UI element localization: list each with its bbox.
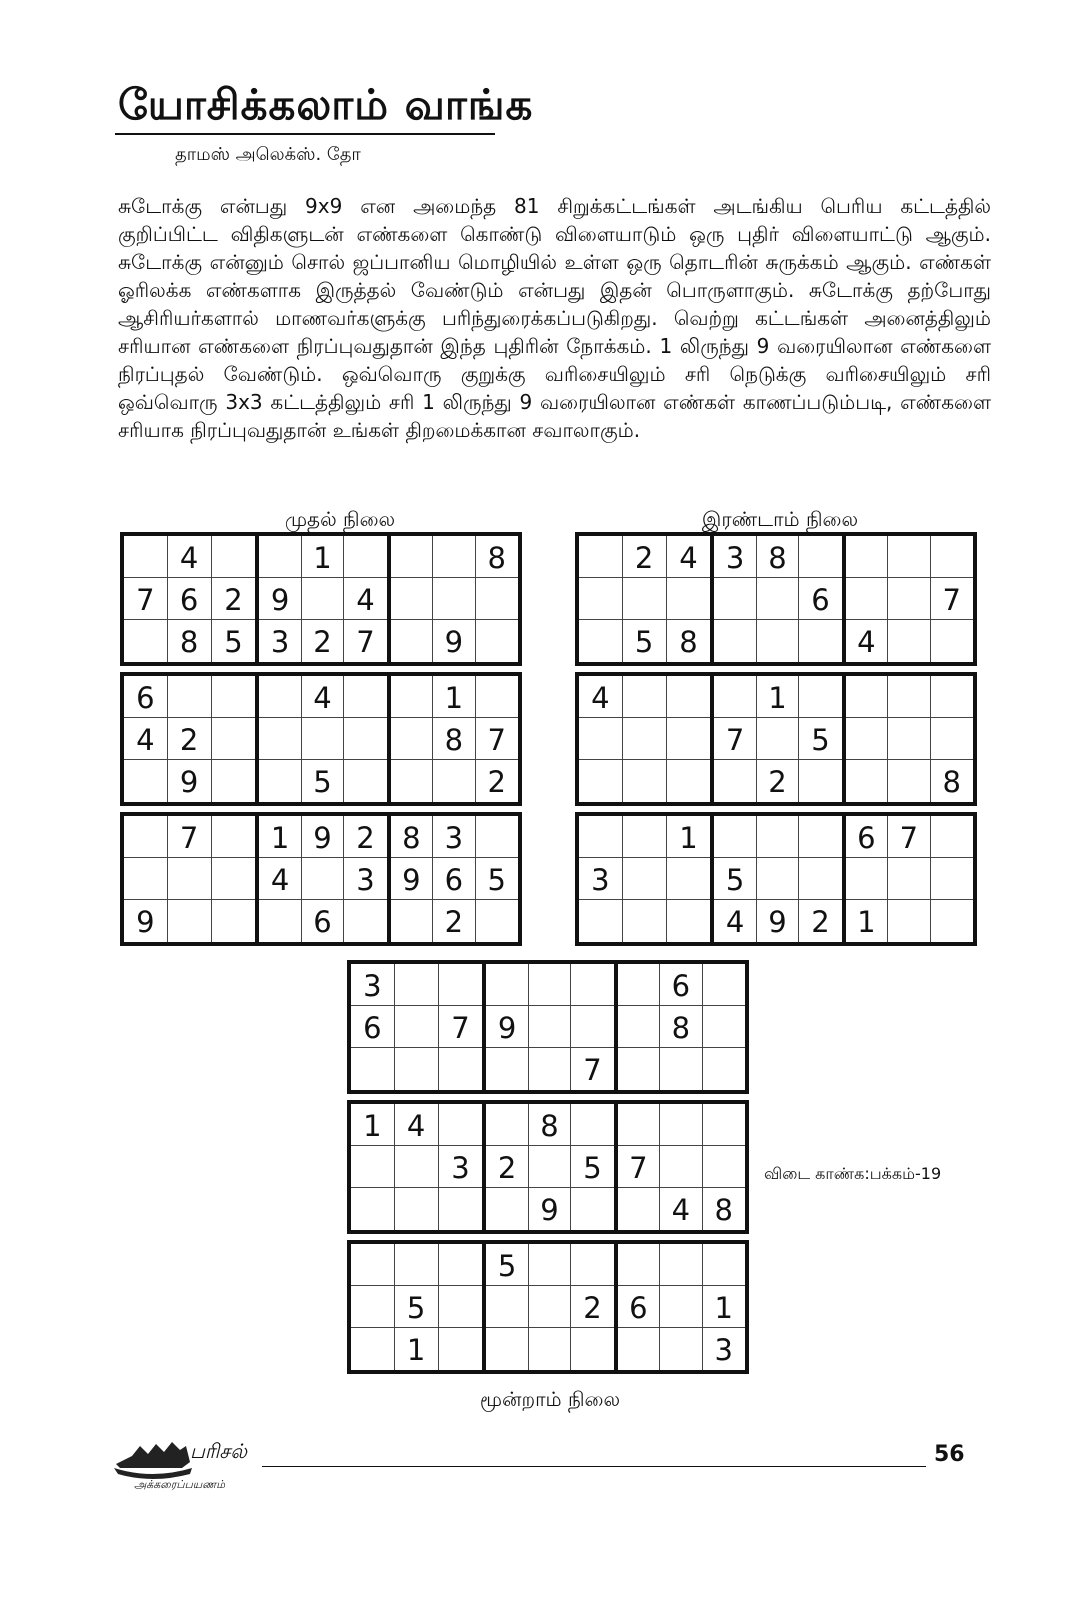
sudoku-cell[interactable]: 3 <box>714 536 756 578</box>
sudoku-cell[interactable] <box>579 620 623 662</box>
sudoku-cell[interactable]: 3 <box>344 858 386 900</box>
sudoku-cell[interactable] <box>529 1006 571 1048</box>
sudoku-cell[interactable] <box>667 718 711 760</box>
sudoku-cell[interactable] <box>757 816 799 858</box>
grid-band <box>347 1100 749 1234</box>
sudoku-cell[interactable]: 9 <box>529 1188 571 1230</box>
sudoku-cell[interactable] <box>124 760 168 802</box>
sudoku-cell[interactable] <box>888 858 930 900</box>
sudoku-cell[interactable]: 7 <box>168 816 212 858</box>
sudoku-cell[interactable] <box>351 1328 395 1370</box>
sudoku-cell[interactable]: 4 <box>660 1188 702 1230</box>
sudoku-cell[interactable] <box>476 900 518 942</box>
grid-band <box>120 672 522 806</box>
sudoku-cell[interactable] <box>351 1048 395 1090</box>
sudoku-cell[interactable] <box>395 1244 439 1286</box>
sudoku-cell[interactable]: 1 <box>302 536 344 578</box>
sudoku-cell[interactable] <box>344 536 386 578</box>
sudoku-grid-3 <box>347 960 749 1374</box>
sudoku-cell[interactable] <box>391 718 433 760</box>
sudoku-cell[interactable] <box>618 1048 660 1090</box>
sudoku-cell[interactable]: 8 <box>679 625 698 659</box>
grid-box <box>387 816 518 942</box>
puzzle-3-caption: மூன்றாம் நிலை <box>479 1387 621 1411</box>
sudoku-cell[interactable] <box>799 858 841 900</box>
sudoku-grid-1 <box>120 532 522 946</box>
puzzle-1-caption: முதல் நிலை <box>284 507 396 531</box>
sudoku-cell[interactable] <box>623 676 667 718</box>
sudoku-cell[interactable] <box>799 536 841 578</box>
sudoku-cell[interactable] <box>212 858 256 900</box>
sudoku-cell[interactable]: 2 <box>623 536 667 578</box>
page-title: யோசிக்கலாம் வாங்க <box>118 80 534 129</box>
sudoku-cell[interactable] <box>799 816 841 858</box>
sudoku-cell[interactable]: 5 <box>714 858 756 900</box>
grid-box <box>255 536 386 662</box>
sudoku-cell[interactable] <box>888 760 930 802</box>
sudoku-cell[interactable]: 2 <box>811 905 830 939</box>
sudoku-cell[interactable] <box>302 718 344 760</box>
sudoku-cell[interactable] <box>714 816 756 858</box>
sudoku-cell[interactable] <box>259 676 301 718</box>
sudoku-cell[interactable]: 7 <box>931 578 973 620</box>
sudoku-cell[interactable] <box>391 676 433 718</box>
sudoku-cell[interactable] <box>714 578 756 620</box>
sudoku-cell[interactable] <box>888 536 930 578</box>
sudoku-cell[interactable] <box>799 620 841 662</box>
grid-box <box>387 536 518 662</box>
sudoku-cell[interactable]: 2 <box>344 816 386 858</box>
sudoku-cell[interactable] <box>703 1146 745 1188</box>
sudoku-cell[interactable] <box>433 760 475 802</box>
sudoku-cell[interactable]: 8 <box>476 536 518 578</box>
grid-box <box>124 676 255 802</box>
sudoku-cell[interactable] <box>124 620 168 662</box>
sudoku-cell[interactable] <box>846 760 888 802</box>
sudoku-cell[interactable] <box>476 620 518 662</box>
sudoku-cell[interactable]: 9 <box>302 816 344 858</box>
grid-band <box>120 812 522 946</box>
sudoku-cell[interactable] <box>344 676 386 718</box>
grid-box <box>124 536 255 662</box>
grid-box <box>579 676 710 802</box>
grid-box <box>351 1244 482 1370</box>
grid-band <box>120 532 522 666</box>
sudoku-cell[interactable] <box>579 536 623 578</box>
sudoku-cell[interactable]: 1 <box>259 816 301 858</box>
sudoku-cell[interactable]: 4 <box>395 1104 439 1146</box>
sudoku-cell[interactable] <box>579 718 623 760</box>
sudoku-cell[interactable] <box>212 718 256 760</box>
grid-band <box>575 532 977 666</box>
sudoku-cell[interactable] <box>391 900 433 942</box>
sudoku-cell[interactable] <box>799 760 841 802</box>
sudoku-cell[interactable]: 9 <box>486 1006 528 1048</box>
sudoku-cell[interactable] <box>579 578 623 620</box>
sudoku-cell[interactable]: 2 <box>571 1286 613 1328</box>
sudoku-cell[interactable] <box>391 760 433 802</box>
grid-box <box>387 676 518 802</box>
grid-box <box>710 816 841 942</box>
sudoku-cell[interactable] <box>439 964 483 1006</box>
sudoku-cell[interactable] <box>439 1048 483 1090</box>
sudoku-cell[interactable] <box>571 1006 613 1048</box>
sudoku-cell[interactable]: 7 <box>714 718 756 760</box>
sudoku-cell[interactable] <box>667 676 711 718</box>
sudoku-cell[interactable]: 4 <box>344 578 386 620</box>
sudoku-cell[interactable] <box>439 1286 483 1328</box>
grid-box <box>614 1244 745 1370</box>
author-name: தாமஸ் அலெக்ஸ். தோ <box>175 144 361 165</box>
grid-box <box>710 676 841 802</box>
grid-box <box>842 816 973 942</box>
sudoku-cell[interactable]: 2 <box>433 900 475 942</box>
sudoku-cell[interactable] <box>579 900 623 942</box>
sudoku-cell[interactable]: 5 <box>571 1146 613 1188</box>
sudoku-cell[interactable]: 6 <box>846 816 888 858</box>
sudoku-cell[interactable] <box>931 718 973 760</box>
sudoku-cell[interactable]: 8 <box>168 620 212 662</box>
sudoku-cell[interactable] <box>618 1328 660 1370</box>
grid-box <box>124 816 255 942</box>
sudoku-cell[interactable]: 4 <box>168 536 212 578</box>
grid-box <box>614 964 745 1090</box>
grid-box <box>842 536 973 662</box>
grid-box <box>255 676 386 802</box>
sudoku-cell[interactable]: 4 <box>259 858 301 900</box>
sudoku-cell[interactable]: 5 <box>623 620 667 662</box>
sudoku-cell[interactable] <box>529 1146 571 1188</box>
sudoku-cell[interactable] <box>660 1104 702 1146</box>
sudoku-cell[interactable]: 6 <box>168 578 212 620</box>
sudoku-cell[interactable] <box>302 858 344 900</box>
sudoku-cell[interactable] <box>259 900 301 942</box>
sudoku-cell[interactable]: 5 <box>476 858 518 900</box>
intro-paragraph: சுடோக்கு என்பது 9x9 என அமைந்த 81 சிறுக்கட்டங்கள் அடங்கிய பெரிய கட்டத்தில் குறிப்பிட்ட விதிகளுடன் எண்களை கொண்டு விளையாடும் ஒரு புதிர் விளையாட்டு ஆகும். சுடோக்கு என்னும் சொல் ஜப்பானிய மொழியில் உள்ள ஒரு தொடரின் சுருக்கம் ஆகும். எண்கள் ஓரிலக்க எண்களாக இருத்தல் வேண்டும் என்பது இதன் பொருளாகும். சுடோக்கு தற்போது ஆசிரியர்களால் மாணவர்களுக்கு பரிந்துரைக்கப்படுகிறது. வெற்று கட்டங்கள் அனைத்திலும் சரியான எண்களை நிரப்புவதுதான் இந்த புதிரின் நோக்கம். 1 லிருந்து 9 வரையிலான எண்களை நிரப்புதல் வேண்டும். ஒவ்வொரு குறுக்கு வரிசையிலும் சரி நெடுக்கு வரிசையிலும் சரி ஒவ்வொரு 3x3 கட்டத்திலும் சரி 1 லிருந்து 9 வரையிலான எண்கள் காணப்படும்படி, எண்களை சரியாக நிரப்புவதுதான் உங்கள் திறமைக்கான சவாலாகும். <box>118 194 991 442</box>
sudoku-cell[interactable]: 6 <box>302 900 344 942</box>
sudoku-cell[interactable] <box>714 676 756 718</box>
sudoku-cell[interactable]: 5 <box>395 1286 439 1328</box>
sudoku-cell[interactable] <box>395 964 439 1006</box>
sudoku-cell[interactable] <box>931 676 973 718</box>
sudoku-cell[interactable]: 4 <box>714 900 756 942</box>
sudoku-cell[interactable] <box>212 760 256 802</box>
sudoku-cell[interactable]: 7 <box>124 578 168 620</box>
sudoku-cell[interactable] <box>351 1244 395 1286</box>
sudoku-cell[interactable]: 7 <box>476 718 518 760</box>
sudoku-cell[interactable] <box>529 1048 571 1090</box>
sudoku-cell[interactable] <box>168 858 212 900</box>
sudoku-cell[interactable] <box>439 1244 483 1286</box>
sudoku-cell[interactable] <box>433 536 475 578</box>
sudoku-cell[interactable] <box>391 536 433 578</box>
sudoku-cell[interactable] <box>931 858 973 900</box>
sudoku-cell[interactable]: 2 <box>302 620 344 662</box>
sudoku-cell[interactable] <box>486 1048 528 1090</box>
title-underline <box>115 133 495 135</box>
sudoku-cell[interactable] <box>571 1104 613 1146</box>
sudoku-cell[interactable] <box>212 536 256 578</box>
sudoku-cell[interactable] <box>395 1188 439 1230</box>
sudoku-cell[interactable] <box>931 900 973 942</box>
sudoku-cell[interactable] <box>486 1188 528 1230</box>
sudoku-cell[interactable] <box>212 676 256 718</box>
grid-band <box>575 812 977 946</box>
sudoku-cell[interactable] <box>931 536 973 578</box>
sudoku-cell[interactable]: 6 <box>618 1286 660 1328</box>
sudoku-cell[interactable] <box>124 858 168 900</box>
sudoku-cell[interactable] <box>703 1006 745 1048</box>
sudoku-cell[interactable] <box>757 858 799 900</box>
sudoku-cell[interactable] <box>660 1048 702 1090</box>
sudoku-cell[interactable] <box>351 1146 395 1188</box>
sudoku-cell[interactable]: 6 <box>351 1006 395 1048</box>
grid-box <box>710 536 841 662</box>
sudoku-cell[interactable]: 9 <box>124 900 168 942</box>
sudoku-cell[interactable] <box>888 578 930 620</box>
sudoku-cell[interactable]: 9 <box>168 760 212 802</box>
grid-box <box>579 816 710 942</box>
sudoku-cell[interactable]: 3 <box>714 1333 733 1367</box>
sudoku-cell[interactable]: 3 <box>439 1146 483 1188</box>
sudoku-cell[interactable] <box>757 578 799 620</box>
sudoku-cell[interactable]: 2 <box>212 578 256 620</box>
sudoku-cell[interactable] <box>476 578 518 620</box>
sudoku-cell[interactable] <box>168 676 212 718</box>
sudoku-cell[interactable] <box>395 1146 439 1188</box>
sudoku-cell[interactable] <box>660 1328 702 1370</box>
grid-box <box>351 1104 482 1230</box>
sudoku-cell[interactable]: 2 <box>487 765 506 799</box>
sudoku-cell[interactable] <box>439 1188 483 1230</box>
sudoku-cell[interactable]: 4 <box>846 620 888 662</box>
sudoku-cell[interactable]: 1 <box>703 1286 745 1328</box>
sudoku-cell[interactable] <box>660 1286 702 1328</box>
sudoku-cell[interactable] <box>124 816 168 858</box>
sudoku-cell[interactable] <box>571 1244 613 1286</box>
sudoku-cell[interactable]: 6 <box>433 858 475 900</box>
grid-box <box>614 1104 745 1230</box>
sudoku-cell[interactable] <box>391 578 433 620</box>
sudoku-cell[interactable] <box>846 578 888 620</box>
sudoku-cell[interactable] <box>703 1048 745 1090</box>
sudoku-cell[interactable] <box>486 1286 528 1328</box>
sudoku-cell[interactable] <box>344 718 386 760</box>
sudoku-cell[interactable] <box>931 620 973 662</box>
sudoku-cell[interactable] <box>212 816 256 858</box>
sudoku-cell[interactable] <box>799 676 841 718</box>
sudoku-cell[interactable] <box>212 900 256 942</box>
sudoku-cell[interactable] <box>846 718 888 760</box>
sudoku-cell[interactable]: 8 <box>391 816 433 858</box>
sudoku-cell[interactable] <box>579 760 623 802</box>
sudoku-cell[interactable]: 9 <box>391 858 433 900</box>
sudoku-cell[interactable] <box>623 718 667 760</box>
sudoku-cell[interactable] <box>529 1328 571 1370</box>
logo-subtext: அக்கரைப்பயணம் <box>134 1478 226 1491</box>
sudoku-cell[interactable] <box>476 676 518 718</box>
sudoku-cell[interactable] <box>931 816 973 858</box>
sudoku-cell[interactable] <box>618 1188 660 1230</box>
sudoku-cell[interactable]: 4 <box>124 718 168 760</box>
sudoku-cell[interactable] <box>667 900 711 942</box>
sudoku-cell[interactable]: 8 <box>660 1006 702 1048</box>
sudoku-cell[interactable] <box>888 620 930 662</box>
grid-band <box>575 672 977 806</box>
sudoku-cell[interactable] <box>439 1328 483 1370</box>
sudoku-cell[interactable]: 2 <box>486 1146 528 1188</box>
grid-box <box>842 676 973 802</box>
parisal-logo <box>112 1434 282 1494</box>
sudoku-cell[interactable]: 3 <box>433 816 475 858</box>
grid-box <box>255 816 386 942</box>
sudoku-cell[interactable]: 9 <box>757 900 799 942</box>
sudoku-cell[interactable] <box>439 1104 483 1146</box>
sudoku-cell[interactable]: 5 <box>302 760 344 802</box>
sudoku-cell[interactable]: 1 <box>395 1328 439 1370</box>
sudoku-cell[interactable]: 9 <box>259 578 301 620</box>
grid-box <box>351 964 482 1090</box>
sudoku-cell[interactable] <box>486 1104 528 1146</box>
sudoku-cell[interactable] <box>168 900 212 942</box>
sudoku-cell[interactable] <box>703 964 745 1006</box>
sudoku-cell[interactable] <box>529 1244 571 1286</box>
sudoku-cell[interactable] <box>259 760 301 802</box>
sudoku-cell[interactable] <box>579 816 623 858</box>
sudoku-cell[interactable]: 6 <box>124 676 168 718</box>
sudoku-cell[interactable] <box>623 858 667 900</box>
sudoku-cell[interactable] <box>757 718 799 760</box>
sudoku-cell[interactable]: 3 <box>259 620 301 662</box>
sudoku-cell[interactable] <box>623 900 667 942</box>
sudoku-cell[interactable] <box>486 1328 528 1370</box>
sudoku-cell[interactable] <box>846 858 888 900</box>
sudoku-cell[interactable] <box>433 578 475 620</box>
sudoku-cell[interactable] <box>529 1286 571 1328</box>
sudoku-cell[interactable]: 9 <box>433 620 475 662</box>
sudoku-cell[interactable] <box>888 718 930 760</box>
sudoku-cell[interactable]: 1 <box>351 1104 395 1146</box>
sudoku-cell[interactable]: 8 <box>714 1193 733 1227</box>
sudoku-cell[interactable]: 7 <box>356 625 375 659</box>
sudoku-cell[interactable] <box>395 1006 439 1048</box>
sudoku-cell[interactable] <box>714 620 756 662</box>
sudoku-cell[interactable] <box>667 760 711 802</box>
sudoku-cell[interactable]: 6 <box>799 578 841 620</box>
sudoku-cell[interactable] <box>623 578 667 620</box>
sudoku-cell[interactable]: 3 <box>579 858 623 900</box>
sudoku-cell[interactable] <box>391 620 433 662</box>
sudoku-cell[interactable] <box>618 1104 660 1146</box>
grid-box <box>482 1244 613 1370</box>
answer-page-note: விடை காண்க:பக்கம்-19 <box>764 1164 942 1183</box>
sudoku-cell[interactable]: 1 <box>667 816 711 858</box>
sudoku-cell[interactable]: 2 <box>168 718 212 760</box>
sudoku-cell[interactable] <box>571 1328 613 1370</box>
sudoku-cell[interactable]: 1 <box>433 676 475 718</box>
sudoku-cell[interactable] <box>888 900 930 942</box>
sudoku-cell[interactable] <box>618 964 660 1006</box>
grid-box <box>579 536 710 662</box>
sudoku-cell[interactable]: 8 <box>757 536 799 578</box>
sudoku-cell[interactable]: 7 <box>583 1053 602 1087</box>
grid-band <box>347 960 749 1094</box>
sudoku-cell[interactable] <box>302 578 344 620</box>
sudoku-cell[interactable] <box>623 816 667 858</box>
sudoku-grid-2 <box>575 532 977 946</box>
sudoku-cell[interactable]: 2 <box>757 760 799 802</box>
sudoku-cell[interactable] <box>703 1104 745 1146</box>
sudoku-cell[interactable]: 7 <box>618 1146 660 1188</box>
sudoku-cell[interactable] <box>888 676 930 718</box>
sudoku-cell[interactable] <box>395 1048 439 1090</box>
sudoku-cell[interactable] <box>660 1146 702 1188</box>
sudoku-cell[interactable] <box>529 964 571 1006</box>
sudoku-cell[interactable]: 7 <box>439 1006 483 1048</box>
grid-box <box>482 964 613 1090</box>
sudoku-cell[interactable] <box>124 536 168 578</box>
sudoku-cell[interactable] <box>714 760 756 802</box>
sudoku-cell[interactable] <box>486 964 528 1006</box>
sudoku-cell[interactable] <box>571 1188 613 1230</box>
sudoku-cell[interactable] <box>703 1244 745 1286</box>
sudoku-cell[interactable] <box>344 900 386 942</box>
sudoku-cell[interactable]: 5 <box>799 718 841 760</box>
sudoku-cell[interactable]: 4 <box>579 676 623 718</box>
sudoku-cell[interactable] <box>846 536 888 578</box>
sudoku-cell[interactable] <box>667 578 711 620</box>
grid-band <box>347 1240 749 1374</box>
sudoku-cell[interactable] <box>618 1244 660 1286</box>
sudoku-cell[interactable]: 4 <box>302 676 344 718</box>
sudoku-cell[interactable]: 1 <box>757 676 799 718</box>
sudoku-cell[interactable] <box>757 620 799 662</box>
sudoku-cell[interactable]: 7 <box>888 816 930 858</box>
puzzle-2-caption: இரண்டாம் நிலை <box>701 507 859 531</box>
sudoku-cell[interactable]: 5 <box>224 625 243 659</box>
sudoku-cell[interactable]: 8 <box>433 718 475 760</box>
sudoku-cell[interactable] <box>259 536 301 578</box>
sudoku-cell[interactable] <box>667 858 711 900</box>
grid-box <box>482 1104 613 1230</box>
sudoku-cell[interactable] <box>344 760 386 802</box>
sudoku-cell[interactable] <box>660 1244 702 1286</box>
sudoku-cell[interactable] <box>571 964 613 1006</box>
sudoku-cell[interactable]: 5 <box>486 1244 528 1286</box>
sudoku-cell[interactable]: 3 <box>351 964 395 1006</box>
sudoku-cell[interactable] <box>623 760 667 802</box>
sudoku-cell[interactable]: 8 <box>529 1104 571 1146</box>
sudoku-cell[interactable] <box>351 1286 395 1328</box>
sudoku-cell[interactable]: 8 <box>942 765 961 799</box>
footer-rule <box>262 1466 926 1467</box>
sudoku-cell[interactable] <box>618 1006 660 1048</box>
sudoku-cell[interactable]: 6 <box>660 964 702 1006</box>
page-number: 56 <box>934 1442 965 1467</box>
logo-text: பரிசல் <box>190 1439 247 1463</box>
sudoku-cell[interactable]: 4 <box>667 536 711 578</box>
sudoku-cell[interactable] <box>846 676 888 718</box>
sudoku-cell[interactable] <box>351 1188 395 1230</box>
sudoku-cell[interactable] <box>259 718 301 760</box>
sudoku-cell[interactable] <box>476 816 518 858</box>
sudoku-cell[interactable]: 1 <box>846 900 888 942</box>
